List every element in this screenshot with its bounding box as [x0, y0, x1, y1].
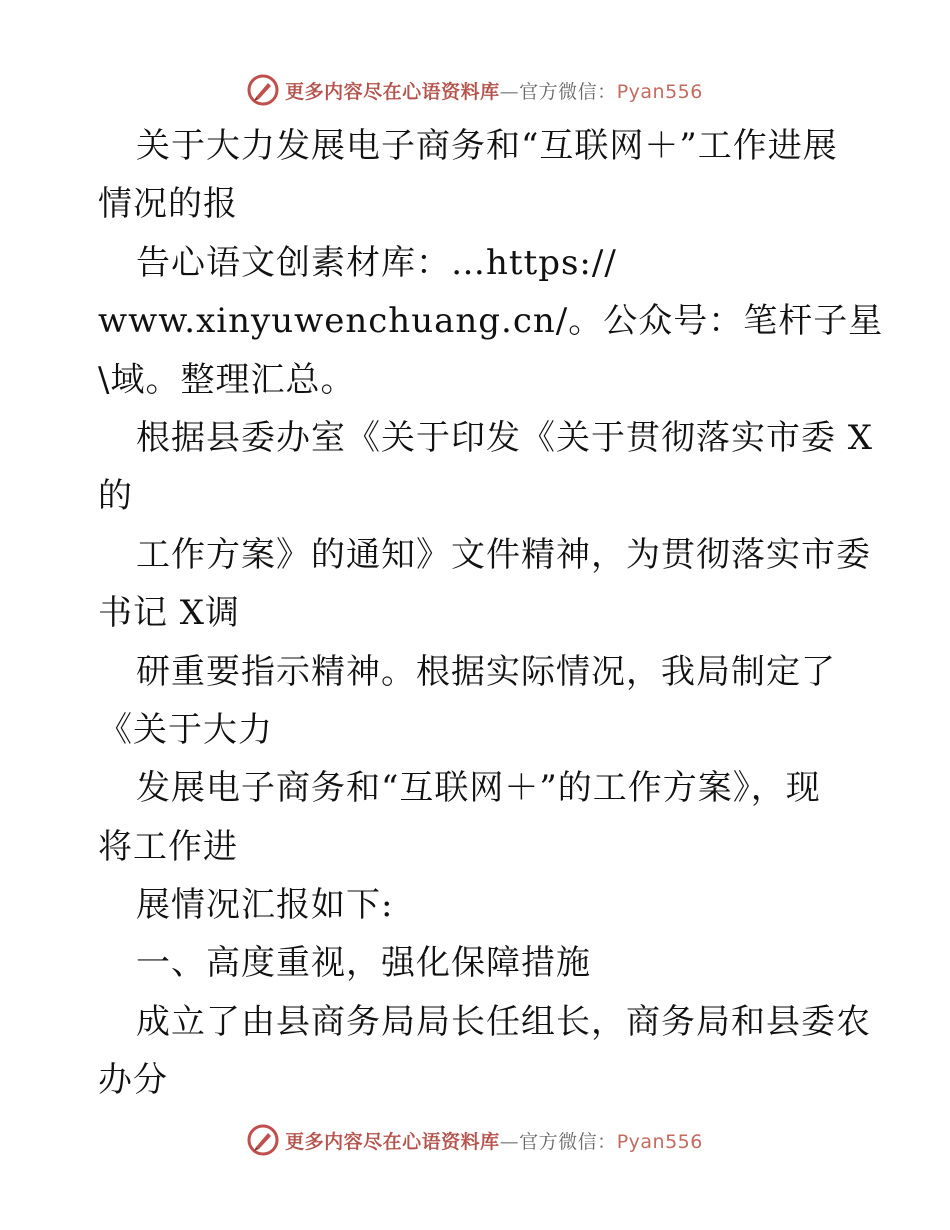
text-line: 研重要指示精神。根据实际情况，我局制定了: [136, 651, 836, 692]
text-line: \域。整理汇总。: [98, 359, 356, 400]
banner-wechat-id: Pyan556: [616, 80, 703, 103]
banner-separator: —: [499, 80, 520, 103]
text-line: 一、高度重视，强化保障措施: [136, 943, 591, 984]
banner-wechat-label: 官方微信：: [519, 80, 617, 103]
text-line: 根据县委办室《关于印发《关于贯彻落实市委 X: [136, 417, 874, 458]
text-line: 将工作进: [98, 826, 238, 867]
banner-title: 更多内容尽在心语资料库: [285, 1130, 500, 1153]
banner-wechat-id: Pyan556: [616, 1130, 703, 1153]
text-line: 《关于大力: [98, 709, 273, 750]
text-line: 的: [98, 476, 133, 517]
text-line: 办分: [98, 1060, 168, 1101]
text-line: 告心语文创素材库：…https://: [136, 242, 617, 283]
document-body: [98, 117, 884, 1110]
text-line: 书记 X调: [98, 593, 241, 634]
banner-title: 更多内容尽在心语资料库: [285, 80, 500, 103]
text-line: 展情况汇报如下:: [136, 885, 394, 926]
text-line: 发展电子商务和“互联网＋”的工作方案》，现: [136, 768, 821, 809]
text-line: 工作方案》的通知》文件精神，为贯彻落实市委: [136, 534, 871, 575]
quill-logo-icon: [247, 74, 279, 106]
banner-separator: —: [499, 1130, 520, 1153]
header-banner: [0, 70, 950, 110]
text-line: 关于大力发展电子商务和“互联网＋”工作进展: [136, 126, 838, 166]
text-line: www.xinyuwenchuang.cn/。公众号：笔杆子星: [98, 301, 884, 342]
banner-wechat-label: 官方微信：: [519, 1130, 617, 1153]
text-line: 成立了由县商务局局长任组长，商务局和县委农: [136, 1001, 871, 1042]
footer-banner: [0, 1120, 950, 1160]
text-line: 情况的报: [98, 184, 238, 225]
quill-logo-icon: [247, 1124, 279, 1156]
